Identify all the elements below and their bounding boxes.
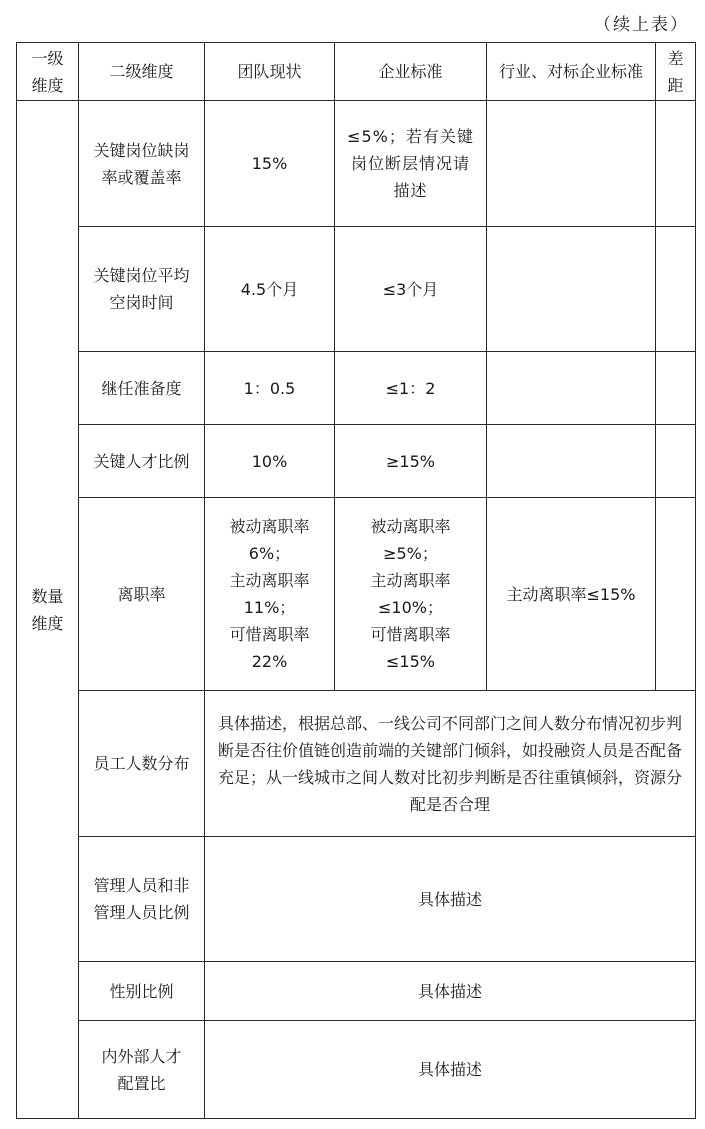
row-name: 员工人数分布	[79, 691, 205, 837]
table-row	[17, 837, 696, 962]
row-standard: ≤3个月	[335, 227, 487, 352]
row-standard: 被动离职率 ≥5%； 主动离职率 ≤10%； 可惜离职率 ≤15%	[335, 498, 487, 691]
row-name: 内外部人才 配置比	[79, 1021, 205, 1119]
row-gap	[656, 352, 696, 425]
row-standard: ≤1：2	[335, 352, 487, 425]
header-level2: 二级维度	[79, 43, 205, 101]
row-current: 1：0.5	[205, 352, 335, 425]
row-benchmark	[487, 425, 656, 498]
talent-quantity-table	[16, 42, 696, 1119]
row-name: 关键岗位缺岗 率或覆盖率	[79, 101, 205, 227]
row-benchmark: 主动离职率≤15%	[487, 498, 656, 691]
row-current: 4.5个月	[205, 227, 335, 352]
header-current: 团队现状	[205, 43, 335, 101]
row-name: 性别比例	[79, 962, 205, 1021]
group-quantity-dimension: 数量 维度	[17, 101, 79, 1119]
row-current: 15%	[205, 101, 335, 227]
row-gap	[656, 227, 696, 352]
table-row	[17, 1021, 696, 1119]
header-gap: 差 距	[656, 43, 696, 101]
row-description: 具体描述	[205, 1021, 696, 1119]
table-row	[17, 101, 696, 227]
row-standard: ≥15%	[335, 425, 487, 498]
row-name: 继任准备度	[79, 352, 205, 425]
row-name: 关键人才比例	[79, 425, 205, 498]
row-description: 具体描述	[205, 837, 696, 962]
row-current: 10%	[205, 425, 335, 498]
table-row	[17, 425, 696, 498]
table-row	[17, 962, 696, 1021]
row-description: 具体描述，根据总部、一线公司不同部门之间人数分布情况初步判断是否往价值链创造前端的关键部门倾斜，如投融资人员是否配备充足；从一线城市之间人数对比初步判断是否往重镇倾斜，资源分配是否合理	[205, 691, 696, 837]
row-name: 离职率	[79, 498, 205, 691]
table-row	[17, 227, 696, 352]
row-description: 具体描述	[205, 962, 696, 1021]
row-standard: ≤5%；若有关键 岗位断层情况请 描述	[335, 101, 487, 227]
row-gap	[656, 425, 696, 498]
header-benchmark: 行业、对标企业标准	[487, 43, 656, 101]
row-gap	[656, 498, 696, 691]
header-row	[17, 43, 696, 101]
row-benchmark	[487, 227, 656, 352]
header-level1: 一级 维度	[17, 43, 79, 101]
row-current: 被动离职率 6%； 主动离职率 11%； 可惜离职率 22%	[205, 498, 335, 691]
table-row	[17, 498, 696, 691]
header-standard: 企业标准	[335, 43, 487, 101]
row-name: 关键岗位平均 空岗时间	[79, 227, 205, 352]
row-gap	[656, 101, 696, 227]
row-benchmark	[487, 352, 656, 425]
row-name: 管理人员和非 管理人员比例	[79, 837, 205, 962]
table-row	[17, 691, 696, 837]
row-benchmark	[487, 101, 656, 227]
table-row	[17, 352, 696, 425]
continuation-note: （续上表）	[594, 15, 689, 35]
